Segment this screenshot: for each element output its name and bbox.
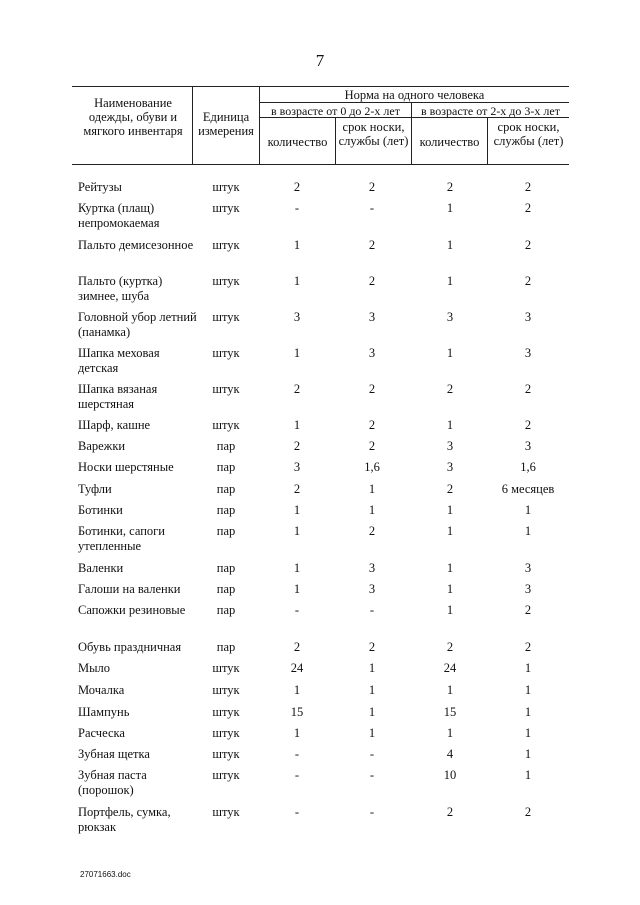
item-quantity-2-3: 24 (443, 661, 457, 675)
item-quantity-0-2: 1 (293, 726, 301, 740)
item-name: Куртка (плащ) непромокаемая (78, 201, 160, 230)
item-service-life-2-3: 3 (524, 582, 532, 596)
header-norm-title: Норма на одного человека (344, 88, 485, 102)
item-unit: штук (212, 805, 240, 819)
item-service-life-2-3: 1 (524, 524, 532, 538)
item-service-life-0-2: 3 (368, 561, 376, 575)
item-service-life-2-3: 2 (524, 640, 532, 654)
item-unit: штук (212, 683, 240, 697)
item-service-life-0-2: 2 (368, 274, 376, 288)
item-name: Шампунь (78, 705, 130, 719)
item-quantity-0-2: 1 (293, 683, 301, 697)
item-quantity-0-2: 15 (290, 705, 304, 719)
item-service-life-0-2: - (369, 768, 375, 782)
item-quantity-2-3: 3 (446, 310, 454, 324)
item-unit: пар (216, 524, 236, 538)
header-unit-column: Единица измерения (198, 110, 254, 138)
header-quantity-1: количество (267, 135, 328, 149)
header-service-life-2: срок носки, службы (лет) (493, 120, 564, 148)
item-quantity-0-2: 3 (293, 460, 301, 474)
item-quantity-2-3: 1 (446, 238, 454, 252)
item-unit: пар (216, 582, 236, 596)
item-service-life-0-2: 2 (368, 439, 376, 453)
item-quantity-2-3: 10 (443, 768, 457, 782)
item-service-life-2-3: 6 месяцев (501, 482, 555, 496)
item-service-life-0-2: 2 (368, 640, 376, 654)
item-unit: штук (212, 346, 240, 360)
item-service-life-2-3: 1 (524, 683, 532, 697)
item-service-life-0-2: 1,6 (364, 460, 380, 474)
item-service-life-0-2: 1 (368, 726, 376, 740)
header-top-rule (72, 86, 569, 87)
item-quantity-2-3: 1 (446, 603, 454, 617)
item-service-life-2-3: 2 (524, 201, 532, 215)
item-service-life-2-3: 1 (524, 768, 532, 782)
item-quantity-2-3: 1 (446, 418, 454, 432)
header-age-group-2: в возрасте от 2-х до 3-х лет (421, 104, 560, 118)
item-service-life-0-2: 3 (368, 346, 376, 360)
item-service-life-2-3: 1 (524, 726, 532, 740)
item-service-life-2-3: 1 (524, 705, 532, 719)
item-name: Рейтузы (78, 180, 122, 194)
item-service-life-2-3: 1 (524, 747, 532, 761)
item-quantity-2-3: 1 (446, 726, 454, 740)
page-number: 7 (315, 51, 325, 70)
item-unit: штук (212, 238, 240, 252)
item-quantity-2-3: 4 (446, 747, 454, 761)
item-quantity-2-3: 3 (446, 460, 454, 474)
item-unit: пар (216, 503, 236, 517)
item-quantity-0-2: 1 (293, 346, 301, 360)
item-quantity-0-2: 2 (293, 180, 301, 194)
item-service-life-0-2: 2 (368, 524, 376, 538)
item-unit: штук (212, 274, 240, 288)
item-quantity-2-3: 2 (446, 482, 454, 496)
item-name: Ботинки, сапоги утепленные (78, 524, 165, 553)
item-name: Мыло (78, 661, 111, 675)
item-service-life-0-2: 3 (368, 310, 376, 324)
item-name: Мочалка (78, 683, 125, 697)
item-service-life-2-3: 3 (524, 346, 532, 360)
item-unit: пар (216, 439, 236, 453)
item-service-life-0-2: - (369, 201, 375, 215)
item-quantity-0-2: 1 (293, 503, 301, 517)
item-name: Носки шерстяные (78, 460, 174, 474)
header-bottom-rule (72, 164, 569, 165)
item-service-life-0-2: 1 (368, 503, 376, 517)
item-quantity-2-3: 2 (446, 180, 454, 194)
item-quantity-0-2: 3 (293, 310, 301, 324)
item-quantity-0-2: - (294, 805, 300, 819)
item-unit: пар (216, 460, 236, 474)
item-name: Головной убор летний (панамка) (78, 310, 197, 339)
item-quantity-2-3: 1 (446, 503, 454, 517)
item-name: Шапка меховая детская (78, 346, 160, 375)
item-unit: пар (216, 561, 236, 575)
item-quantity-0-2: - (294, 768, 300, 782)
header-name-column: Наименование одежды, обуви и мягкого инвентаря (83, 96, 183, 138)
item-service-life-2-3: 3 (524, 310, 532, 324)
item-name: Варежки (78, 439, 126, 453)
item-service-life-2-3: 2 (524, 180, 532, 194)
item-quantity-0-2: 1 (293, 524, 301, 538)
item-service-life-2-3: 2 (524, 238, 532, 252)
item-service-life-0-2: - (369, 747, 375, 761)
item-service-life-0-2: - (369, 603, 375, 617)
item-service-life-2-3: 2 (524, 274, 532, 288)
item-unit: штук (212, 768, 240, 782)
item-unit: штук (212, 180, 240, 194)
item-service-life-2-3: 2 (524, 603, 532, 617)
item-unit: штук (212, 747, 240, 761)
item-quantity-2-3: 15 (443, 705, 457, 719)
item-unit: штук (212, 201, 240, 215)
item-name: Расческа (78, 726, 125, 740)
item-service-life-2-3: 1 (524, 661, 532, 675)
item-service-life-0-2: 1 (368, 683, 376, 697)
item-service-life-0-2: 1 (368, 482, 376, 496)
item-service-life-0-2: 2 (368, 418, 376, 432)
document-filename: 27071663.doc (80, 870, 131, 879)
item-service-life-2-3: 2 (524, 418, 532, 432)
item-quantity-0-2: 1 (293, 238, 301, 252)
item-quantity-2-3: 2 (446, 805, 454, 819)
item-service-life-2-3: 3 (524, 439, 532, 453)
item-service-life-0-2: 1 (368, 705, 376, 719)
item-quantity-2-3: 1 (446, 683, 454, 697)
header-quantity-2: количество (419, 135, 480, 149)
item-quantity-0-2: 1 (293, 274, 301, 288)
item-unit: штук (212, 661, 240, 675)
item-unit: штук (212, 705, 240, 719)
item-unit: пар (216, 640, 236, 654)
item-service-life-0-2: 2 (368, 238, 376, 252)
item-quantity-0-2: 2 (293, 640, 301, 654)
item-service-life-2-3: 2 (524, 805, 532, 819)
item-service-life-0-2: 2 (368, 382, 376, 396)
item-unit: пар (216, 603, 236, 617)
item-name: Пальто (куртка) зимнее, шуба (78, 274, 163, 303)
item-quantity-0-2: 1 (293, 561, 301, 575)
item-service-life-2-3: 2 (524, 382, 532, 396)
item-name: Сапожки резиновые (78, 603, 186, 617)
item-quantity-2-3: 1 (446, 524, 454, 538)
item-name: Валенки (78, 561, 124, 575)
item-name: Пальто демисезонное (78, 238, 194, 252)
header-norm-rule (259, 102, 569, 103)
item-name: Туфли (78, 482, 112, 496)
item-quantity-0-2: - (294, 603, 300, 617)
item-unit: штук (212, 310, 240, 324)
item-service-life-0-2: 2 (368, 180, 376, 194)
item-service-life-2-3: 3 (524, 561, 532, 575)
item-name: Зубная паста (порошок) (78, 768, 147, 797)
header-divider-1 (192, 86, 193, 165)
item-name: Шапка вязаная шерстяная (78, 382, 158, 411)
item-quantity-2-3: 2 (446, 640, 454, 654)
item-quantity-0-2: 24 (290, 661, 304, 675)
item-unit: штук (212, 726, 240, 740)
item-quantity-2-3: 1 (446, 346, 454, 360)
item-service-life-0-2: 3 (368, 582, 376, 596)
item-name: Зубная щетка (78, 747, 150, 761)
item-quantity-0-2: 2 (293, 439, 301, 453)
item-service-life-2-3: 1,6 (520, 460, 536, 474)
item-name: Галоши на валенки (78, 582, 181, 596)
item-unit: штук (212, 418, 240, 432)
item-name: Ботинки (78, 503, 123, 517)
item-name: Портфель, сумка, рюкзак (78, 805, 171, 834)
item-name: Шарф, кашне (78, 418, 151, 432)
item-quantity-2-3: 3 (446, 439, 454, 453)
item-quantity-2-3: 1 (446, 561, 454, 575)
item-quantity-2-3: 1 (446, 274, 454, 288)
item-unit: штук (212, 382, 240, 396)
item-quantity-0-2: 2 (293, 482, 301, 496)
item-quantity-2-3: 1 (446, 582, 454, 596)
item-service-life-2-3: 1 (524, 503, 532, 517)
item-quantity-0-2: 1 (293, 418, 301, 432)
header-age-group-1: в возрасте от 0 до 2-х лет (271, 104, 400, 118)
item-service-life-0-2: 1 (368, 661, 376, 675)
item-quantity-2-3: 1 (446, 201, 454, 215)
item-quantity-0-2: 2 (293, 382, 301, 396)
item-unit: пар (216, 482, 236, 496)
item-quantity-0-2: 1 (293, 582, 301, 596)
item-quantity-2-3: 2 (446, 382, 454, 396)
item-quantity-0-2: - (294, 201, 300, 215)
header-service-life-1: срок носки, службы (лет) (338, 120, 409, 148)
item-quantity-0-2: - (294, 747, 300, 761)
item-name: Обувь праздничная (78, 640, 182, 654)
item-service-life-0-2: - (369, 805, 375, 819)
